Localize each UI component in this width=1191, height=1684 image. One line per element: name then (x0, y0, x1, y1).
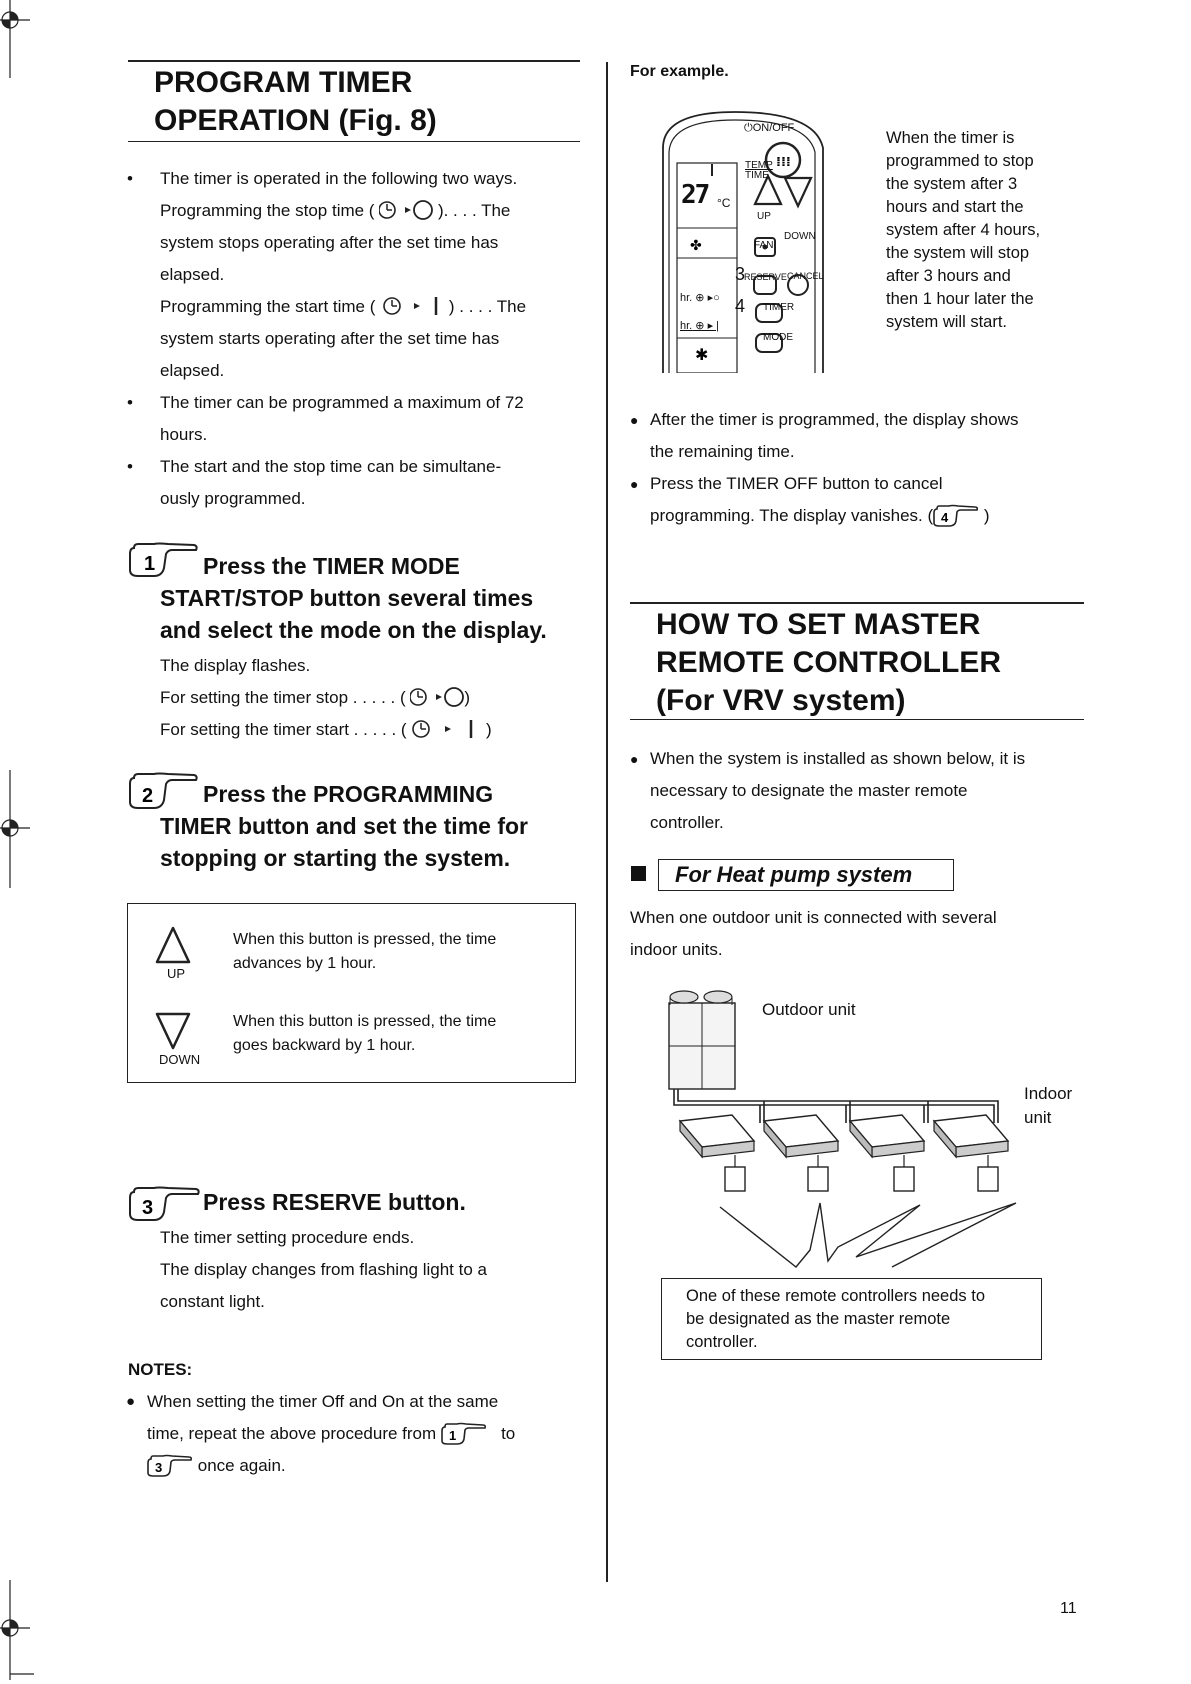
intro-line: The timer can be programmed a maximum of 72 (160, 393, 524, 412)
step-2-title-line: Press the PROGRAMMING (203, 781, 494, 807)
up-label: UP (167, 966, 186, 981)
start-time-line: Programming the start time ( ) . . . . The (160, 297, 527, 316)
remote-cancel-label: CANCEL (787, 271, 824, 281)
callout-line: controller. (686, 1333, 758, 1351)
bullet-dot: ● (630, 751, 639, 767)
registration-mark-top (0, 0, 34, 80)
intro-line: system stops operating after the set time has (160, 233, 499, 252)
master-bullet-line: necessary to designate the master remote (650, 781, 968, 800)
remote-digit-4: 4 (735, 296, 746, 316)
down-description-line: When this button is pressed, the time (233, 1013, 497, 1030)
up-down-button-box (127, 903, 576, 1083)
svg-text:3: 3 (155, 1460, 163, 1475)
svg-text:2: 2 (142, 785, 154, 807)
step-2-title-line: stopping or starting the system. (160, 845, 511, 871)
callout-line: be designated as the master remote (686, 1310, 951, 1328)
callout-line: One of these remote controllers needs to (686, 1287, 985, 1305)
notes-heading: NOTES: (128, 1360, 193, 1379)
remote-celsius: °C (717, 196, 731, 210)
master-title-line: (For VRV system) (656, 684, 906, 717)
vrv-system-diagram (660, 985, 1060, 1285)
example-line: the system after 3 (886, 175, 1018, 193)
indoor-unit-icon (850, 1115, 924, 1157)
up-description-line: advances by 1 hour. (233, 955, 377, 972)
down-arrow-icon (155, 1012, 191, 1050)
square-bullet-icon (631, 866, 646, 881)
right-bullet-line: Press the TIMER OFF button to cancel (650, 474, 943, 493)
example-line: the system will stop (886, 244, 1030, 262)
program-timer-title-line1: PROGRAM TIMER (154, 66, 413, 99)
step-1-title-line: START/STOP button several times (160, 585, 534, 611)
intro-line: system starts operating after the set time has (160, 329, 500, 348)
remote-down-label: DOWN (784, 231, 816, 242)
step-3-line: The timer setting procedure ends. (160, 1228, 415, 1247)
step-3-line: The display changes from flashing light to a (160, 1260, 487, 1279)
bullet-dot: • (127, 393, 133, 412)
step-4-hand-icon-small (933, 503, 979, 527)
step-3-hand-icon (128, 1182, 202, 1224)
remote-digit-3: 3 (735, 264, 746, 284)
indoor-unit-label: unit (1024, 1108, 1052, 1127)
outdoor-unit-label: Outdoor unit (762, 1000, 856, 1019)
remote-reserve-label: RESERVE (744, 272, 787, 282)
timer-stop-symbol-icon (410, 687, 464, 707)
indoor-unit-icon (764, 1115, 838, 1157)
remote-on-off-label: ⏻ON/OFF (744, 122, 795, 134)
master-title-line: REMOTE CONTROLLER (656, 646, 1001, 679)
heat-pump-label: For Heat pump system (675, 862, 913, 887)
step-1-hand-icon-small (441, 1421, 487, 1445)
outdoor-unit-icon (669, 991, 735, 1089)
step-2-title-line: TIMER button and set the time for (160, 813, 528, 839)
svg-text:4: 4 (941, 510, 949, 525)
example-line: programmed to stop (886, 152, 1034, 170)
intro-line: The timer is operated in the following two ways. (160, 169, 518, 188)
heat-pump-text-line: When one outdoor unit is connected with several (630, 908, 997, 927)
remote-timer-label: TIMER (763, 302, 795, 313)
example-line: after 3 hours and (886, 267, 1011, 285)
timer-stop-symbol-icon (379, 200, 433, 220)
intro-line: elapsed. (160, 361, 225, 380)
master-remote-heading (630, 602, 1084, 720)
bullet-dot: ● (630, 412, 639, 428)
intro-line: hours. (160, 425, 208, 444)
step-1-hand-icon (128, 540, 200, 578)
notes-line: When setting the timer Off and On at the same (147, 1392, 499, 1411)
remote-hr-label: hr. ⊕ ▸○ (680, 292, 720, 304)
example-line: system will start. (886, 313, 1008, 331)
remote-display-temp: 27 (681, 180, 709, 210)
notes-line: 3 once again. (147, 1450, 286, 1482)
step-1-start-line: For setting the timer start . . . . . ( ) (160, 720, 492, 739)
bullet-dot: ● (630, 476, 639, 492)
step-3-line: constant light. (160, 1292, 265, 1311)
registration-mark-bottom (0, 1580, 34, 1684)
timer-start-symbol-icon (380, 296, 444, 316)
svg-text:3: 3 (142, 1197, 154, 1219)
example-line: When the timer is (886, 129, 1015, 147)
program-timer-title-line2: OPERATION (Fig. 8) (154, 104, 437, 137)
svg-text:✤: ✤ (690, 238, 702, 254)
heat-pump-text-line: indoor units. (630, 940, 723, 959)
timer-start-symbol-icon (411, 719, 481, 739)
indoor-unit-label: Indoor (1024, 1084, 1073, 1103)
step-3-title: Press RESERVE button. (203, 1189, 466, 1215)
step-2-hand-icon (128, 768, 200, 812)
step-1-title-line: Press the TIMER MODE (203, 553, 460, 579)
registration-mark-middle (0, 770, 34, 890)
program-timer-heading (128, 60, 580, 142)
bullet-dot: ● (126, 1393, 136, 1410)
example-line: then 1 hour later the (886, 290, 1034, 308)
remote-mode-label: MODE (763, 332, 793, 343)
heat-pump-label-box (658, 859, 954, 891)
step-1-title-line: and select the mode on the display. (160, 617, 547, 643)
indoor-unit-icon (934, 1115, 1008, 1157)
intro-line: elapsed. (160, 265, 225, 284)
up-arrow-icon (155, 926, 191, 964)
right-bullet-line: the remaining time. (650, 442, 795, 461)
bullet-dot: • (127, 169, 133, 188)
svg-text:⁞⁞⁞: ⁞⁞⁞ (776, 155, 791, 170)
remote-up-label: UP (757, 211, 771, 222)
master-bullet-line: When the system is installed as shown below, it is (650, 749, 1026, 768)
example-line: system after 4 hours, (886, 221, 1041, 239)
stop-time-line: Programming the stop time ( ). . . . The (160, 201, 511, 220)
down-description-line: goes backward by 1 hour. (233, 1037, 416, 1054)
svg-text:✱: ✱ (695, 345, 709, 364)
remote-time-label: TIME (745, 170, 769, 181)
step-3-hand-icon-small (147, 1453, 193, 1477)
notes-line: time, repeat the above procedure from 1 to (147, 1418, 515, 1450)
svg-text:1: 1 (448, 1428, 457, 1443)
remote-temp-label: TEMP (745, 160, 773, 171)
example-line: hours and start the (886, 198, 1024, 216)
svg-text:1: 1 (144, 553, 156, 575)
example-label: For example. (630, 63, 729, 80)
indoor-unit-icon (680, 1115, 754, 1157)
master-controller-callout (661, 1278, 1042, 1360)
master-title-line: HOW TO SET MASTER (656, 608, 981, 641)
intro-line: The start and the stop time can be simultane- (160, 457, 502, 476)
up-description-line: When this button is pressed, the time (233, 931, 497, 948)
step-1-stop-line: For setting the timer stop . . . . . ( ) (160, 688, 471, 707)
page-number: 11 (1060, 1600, 1077, 1617)
step-1-line: The display flashes. (160, 656, 311, 675)
down-label: DOWN (159, 1052, 201, 1067)
intro-line: ously programmed. (160, 489, 306, 508)
remote-fan-label: FAN (754, 240, 774, 251)
right-bullet-line: programming. The display vanishes. ( 4 ) (650, 500, 990, 532)
bullet-dot: • (127, 457, 133, 476)
column-divider (606, 62, 608, 1582)
right-bullet-line: After the timer is programmed, the display shows (650, 410, 1019, 429)
master-bullet-line: controller. (650, 813, 724, 832)
remote-hr-label: hr. ⊕ ▸ | (680, 320, 719, 332)
